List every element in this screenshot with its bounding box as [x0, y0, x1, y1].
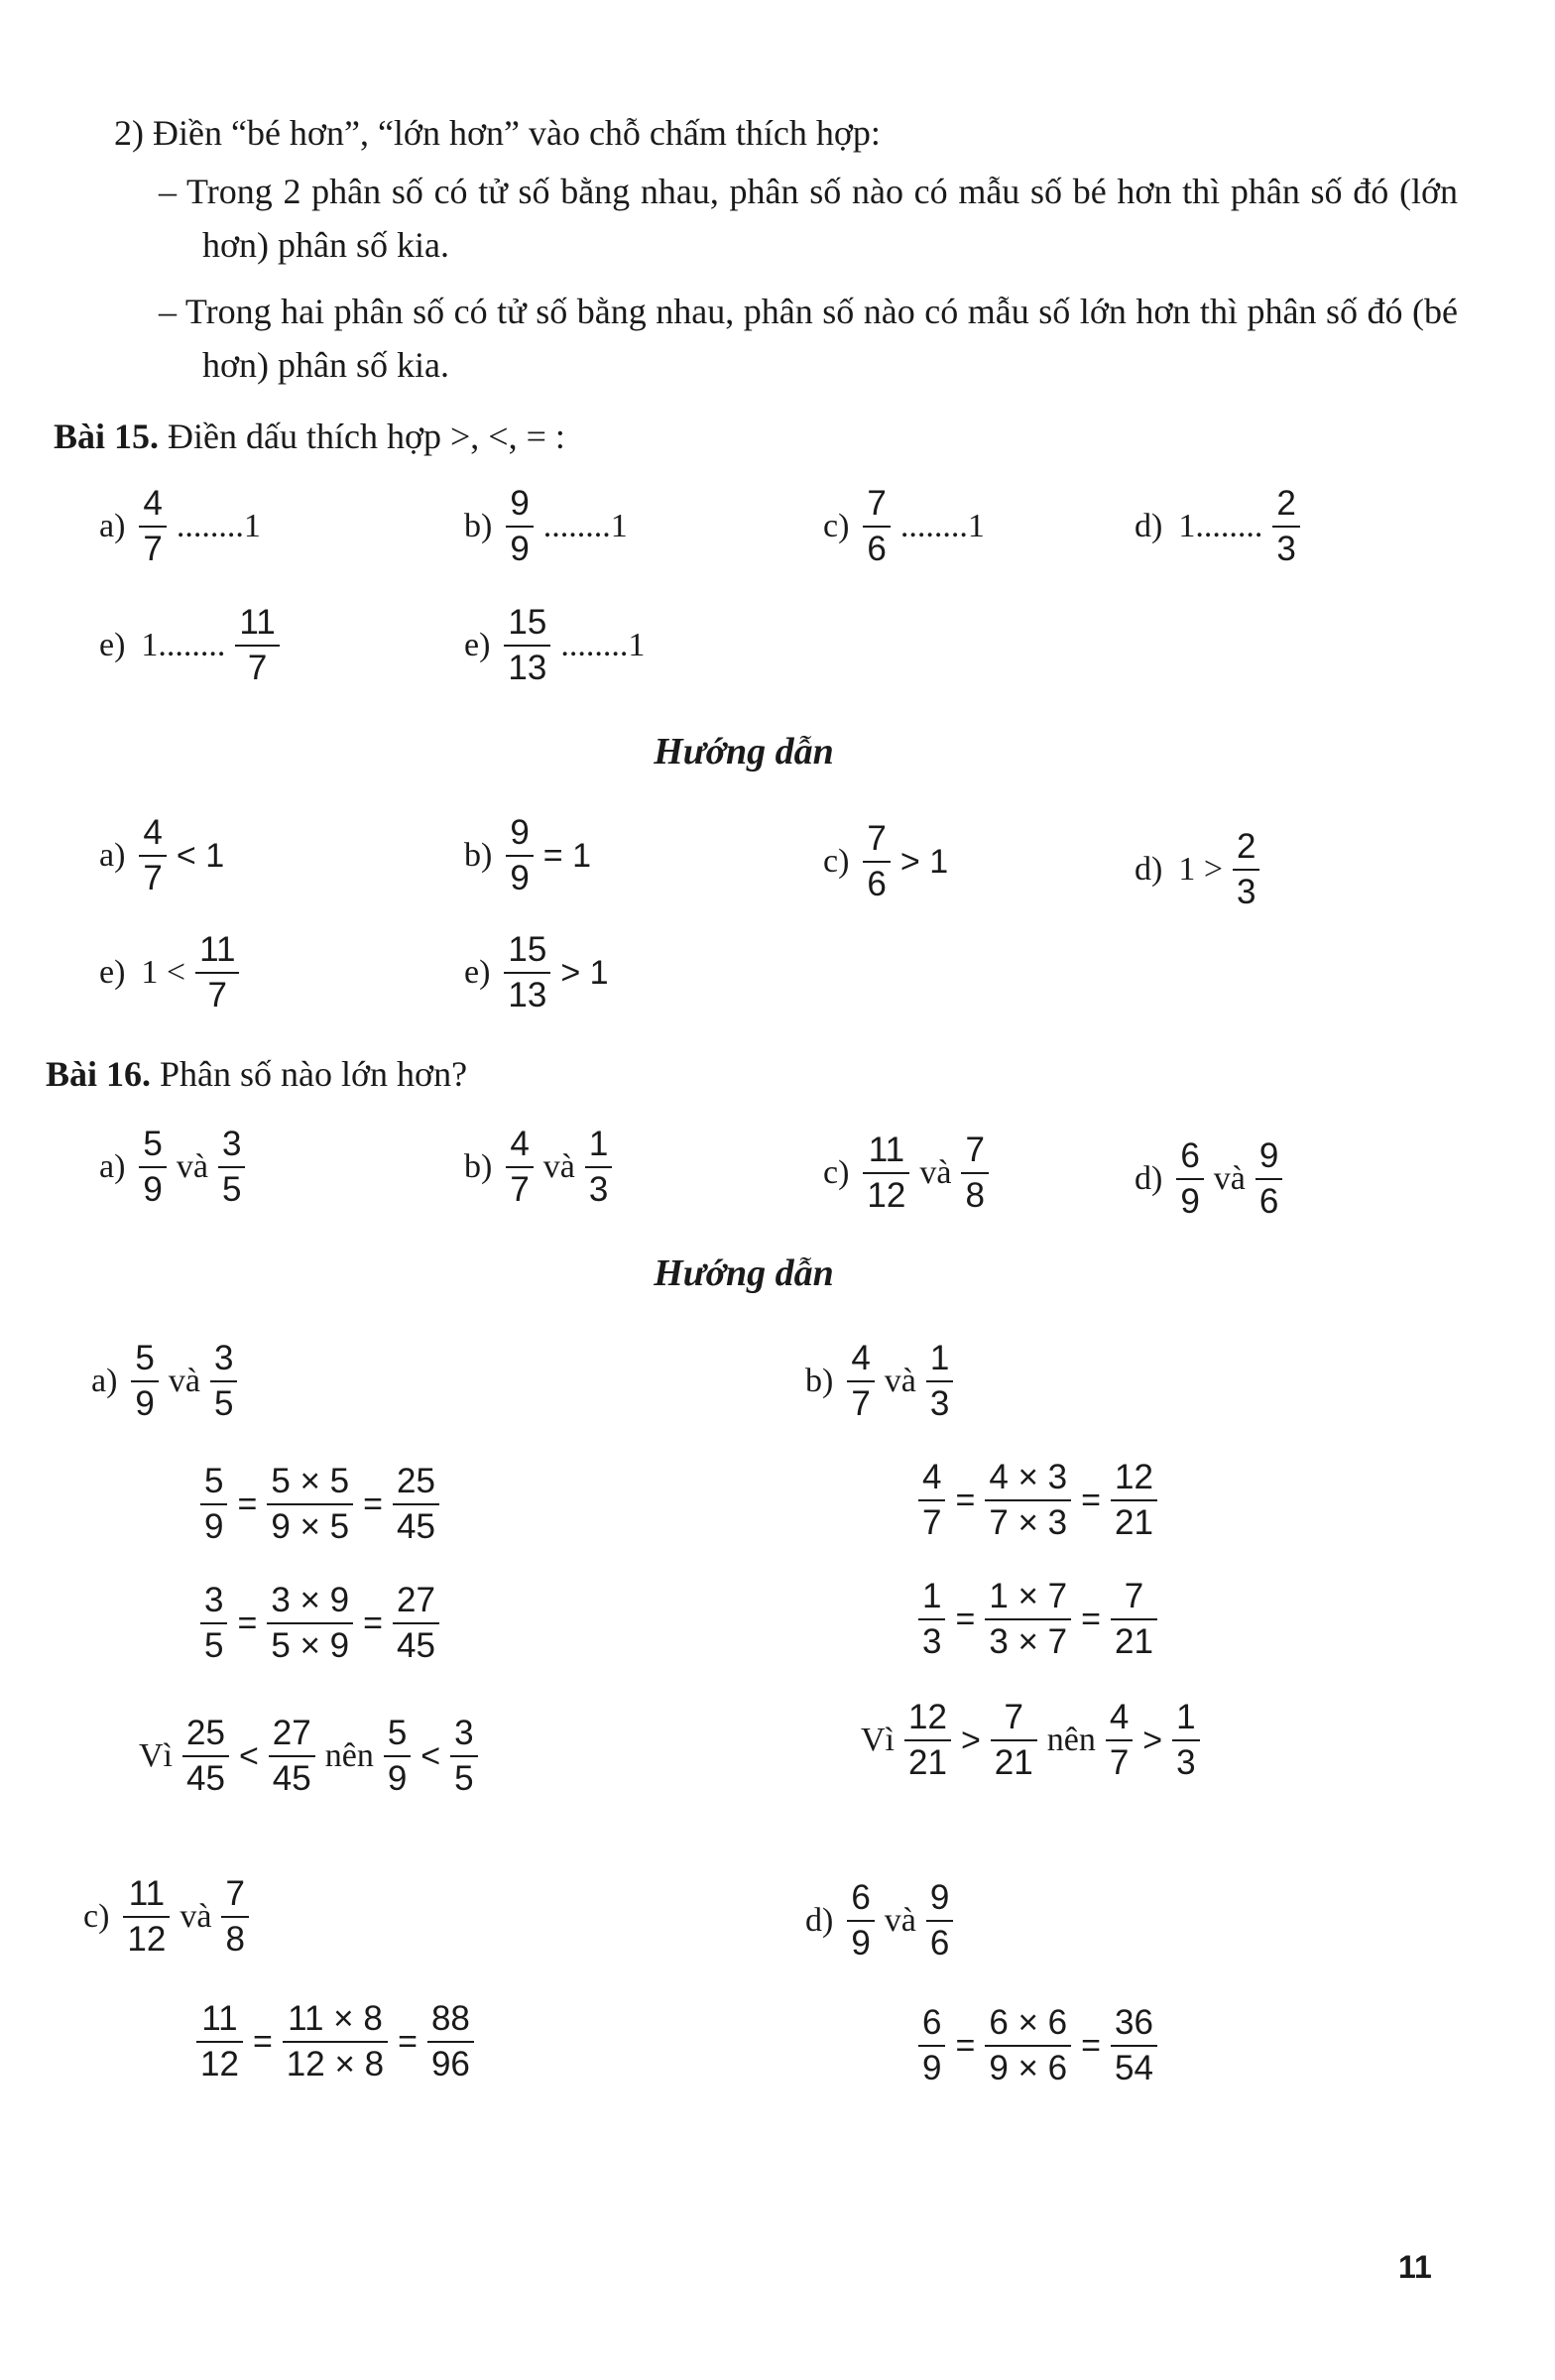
solution-b-line	[855, 1698, 1204, 1783]
denominator: 7 × 3	[985, 1499, 1071, 1543]
bai16-item	[99, 1125, 249, 1210]
bai15-answer	[464, 930, 615, 1015]
solution-d-line	[914, 2003, 1161, 2088]
expression-text: =	[955, 2026, 976, 2065]
expression-text: >	[1142, 1721, 1163, 1759]
expression-text: =	[1081, 1600, 1102, 1638]
denominator: 5	[450, 1755, 477, 1799]
item-label: c)	[823, 843, 850, 880]
numerator: 1	[1176, 1698, 1196, 1736]
expression-text: và	[884, 1363, 916, 1399]
denominator: 7	[139, 855, 166, 898]
fraction	[200, 1462, 227, 1547]
expression-text: nên	[1046, 1722, 1096, 1758]
fraction	[427, 1999, 474, 2084]
expression-text: =	[237, 1604, 258, 1642]
fraction	[506, 484, 533, 569]
expression-text: =	[955, 1600, 976, 1638]
solution-a-line	[133, 1714, 482, 1799]
denominator: 3	[1172, 1739, 1199, 1783]
denominator: 12 × 8	[283, 2041, 388, 2084]
item-label: c)	[83, 1898, 110, 1935]
fraction	[926, 1878, 953, 1964]
numerator: 3	[204, 1581, 224, 1619]
expression-text: 1 >	[1178, 851, 1224, 888]
numerator: 5	[135, 1339, 155, 1377]
item-label: b)	[805, 1363, 834, 1399]
expression-text: =	[363, 1604, 384, 1642]
denominator: 96	[427, 2041, 474, 2084]
numerator: 12	[1115, 1458, 1153, 1496]
numerator: 5	[387, 1714, 408, 1752]
numerator: 5	[204, 1462, 224, 1500]
fraction	[269, 1714, 315, 1799]
bai-16-instruction: Phân số nào lớn hơn?	[151, 1054, 468, 1094]
numerator: 11	[128, 1874, 166, 1913]
denominator: 6	[926, 1920, 953, 1964]
denominator: 21	[904, 1739, 951, 1783]
numerator: 3	[454, 1714, 474, 1752]
expression-text: =	[955, 1481, 976, 1519]
fraction	[985, 1577, 1071, 1662]
numerator: 9	[510, 484, 530, 523]
item-label: e)	[99, 954, 126, 991]
denominator: 7	[195, 972, 239, 1015]
solution-c-line	[192, 1999, 478, 2084]
expression-text: <	[238, 1736, 259, 1775]
expression-text: và	[919, 1154, 952, 1191]
denominator: 7	[139, 526, 166, 569]
numerator: 2	[1276, 484, 1296, 523]
item-label: a)	[99, 1148, 126, 1185]
denominator: 45	[182, 1755, 229, 1799]
expression-text: nên	[324, 1737, 374, 1774]
bai-16-title	[46, 1048, 467, 1100]
denominator: 7	[1106, 1739, 1133, 1783]
guide-title-16: Hướng dẫn	[654, 1252, 834, 1294]
solution-d-line	[805, 1878, 957, 1964]
denominator: 9	[131, 1380, 158, 1424]
solution-a-line	[91, 1339, 241, 1424]
fraction	[985, 1458, 1071, 1543]
expression-text: >	[960, 1721, 981, 1759]
item-label: d)	[1135, 851, 1163, 888]
expression-text: < 1	[176, 836, 225, 875]
solution-b-line	[914, 1577, 1161, 1662]
numerator: 12	[908, 1698, 947, 1736]
item-label: a)	[91, 1363, 118, 1399]
denominator: 9	[847, 1920, 874, 1964]
denominator: 5	[200, 1622, 227, 1666]
bai-15-instruction: Điền dấu thích hợp >, <, = :	[159, 416, 565, 456]
fraction	[918, 1577, 945, 1662]
numerator: 3 × 9	[271, 1581, 350, 1619]
fraction	[863, 1130, 909, 1216]
denominator: 12	[196, 2041, 243, 2084]
numerator: 7	[1124, 1577, 1144, 1615]
denominator: 12	[123, 1916, 170, 1960]
numerator: 25	[397, 1462, 435, 1500]
expression-text: 1 <	[141, 954, 186, 991]
bai15-item	[1135, 484, 1304, 569]
fraction	[267, 1462, 353, 1547]
expression-text: và	[542, 1148, 575, 1185]
numerator: 4	[143, 484, 163, 523]
fraction	[863, 819, 890, 904]
fraction	[210, 1339, 237, 1424]
bai15-answer	[99, 930, 243, 1015]
denominator: 3	[926, 1380, 953, 1424]
numerator: 7	[965, 1130, 985, 1169]
fraction	[1106, 1698, 1133, 1783]
rule-bullet-2: – Trong hai phân số có tử số bằng nhau, phân số nào có mẫu số lớn hơn thì phân số đó (bé hơn) phân số kia.	[159, 292, 1458, 385]
denominator: 7	[847, 1380, 874, 1424]
numerator: 9	[1258, 1136, 1279, 1175]
fraction	[1111, 1577, 1157, 1662]
expression-text: ........1	[899, 508, 985, 544]
fraction	[195, 930, 239, 1015]
bai16-item	[823, 1130, 993, 1216]
numerator: 11 × 8	[288, 1999, 383, 2038]
bai-15-title	[54, 411, 565, 462]
numerator: 11	[199, 930, 236, 969]
denominator: 45	[269, 1755, 315, 1799]
item-label: a)	[99, 837, 126, 874]
denominator: 9 × 6	[985, 2045, 1071, 2088]
numerator: 4	[510, 1125, 530, 1163]
numerator: 9	[510, 813, 530, 852]
expression-text: 1........	[141, 627, 226, 663]
expression-text: ........1	[176, 508, 261, 544]
fraction	[139, 813, 166, 898]
item-label: b)	[464, 837, 493, 874]
numerator: 3	[221, 1125, 242, 1163]
bai15-answer	[464, 813, 597, 898]
exercise-2-heading: 2) Điền “bé hơn”, “lớn hơn” vào chỗ chấm thích hợp:	[114, 113, 881, 153]
expression-text: ........1	[542, 508, 628, 544]
numerator: 5	[143, 1125, 163, 1163]
fraction	[393, 1581, 439, 1666]
denominator: 6	[1256, 1178, 1282, 1222]
numerator: 7	[867, 484, 887, 523]
fraction	[847, 1339, 874, 1424]
bai15-item	[99, 484, 267, 569]
denominator: 13	[504, 645, 550, 688]
expression-text: > 1	[899, 842, 949, 881]
denominator: 9	[506, 526, 533, 569]
bai16-item	[464, 1125, 616, 1210]
fraction	[918, 1458, 945, 1543]
item-label: e)	[464, 954, 491, 991]
fraction	[196, 1999, 243, 2084]
fraction	[991, 1698, 1037, 1783]
bai15-item	[823, 484, 991, 569]
numerator: 11	[868, 1130, 905, 1169]
denominator: 6	[863, 526, 890, 569]
fraction	[393, 1462, 439, 1547]
numerator: 6 × 6	[989, 2003, 1068, 2042]
numerator: 7	[225, 1874, 245, 1913]
bai15-answer	[99, 813, 230, 898]
fraction	[1256, 1136, 1282, 1222]
denominator: 9	[918, 2045, 945, 2088]
denominator: 9 × 5	[267, 1503, 353, 1547]
numerator: 9	[929, 1878, 950, 1917]
fraction	[926, 1339, 953, 1424]
denominator: 5	[210, 1380, 237, 1424]
fraction	[1272, 484, 1299, 569]
fraction	[1111, 2003, 1157, 2088]
expression-text: và	[884, 1902, 916, 1939]
numerator: 25	[186, 1714, 225, 1752]
numerator: 4	[851, 1339, 871, 1377]
rule-bullet-1: – Trong 2 phân số có tử số bằng nhau, phân số nào có mẫu số bé hơn thì phân số đó (lớn hơn) phân số kia.	[159, 172, 1458, 265]
bai15-item	[464, 603, 651, 688]
fraction	[847, 1878, 874, 1964]
fraction	[504, 603, 550, 688]
denominator: 9	[200, 1503, 227, 1547]
fraction	[904, 1698, 951, 1783]
numerator: 5 × 5	[271, 1462, 350, 1500]
numerator: 6	[1180, 1136, 1200, 1175]
fraction	[283, 1999, 388, 2084]
fraction	[131, 1339, 158, 1424]
expression-text: =	[363, 1485, 384, 1523]
fraction	[139, 1125, 166, 1210]
fraction	[985, 2003, 1071, 2088]
denominator: 7	[235, 645, 279, 688]
denominator: 13	[504, 972, 550, 1015]
item-label: c)	[823, 1154, 850, 1191]
fraction	[450, 1714, 477, 1799]
solution-b-line	[914, 1458, 1161, 1543]
fraction	[139, 484, 166, 569]
expression-text: và	[176, 1148, 208, 1185]
solution-b-line	[805, 1339, 957, 1424]
fraction	[182, 1714, 229, 1799]
denominator: 9	[384, 1755, 411, 1799]
fraction	[200, 1581, 227, 1666]
denominator: 7	[918, 1499, 945, 1543]
numerator: 4	[1109, 1698, 1130, 1736]
denominator: 5 × 9	[267, 1622, 353, 1666]
denominator: 21	[1111, 1499, 1157, 1543]
expression-text: ........1	[560, 627, 646, 663]
bai15-answer	[1135, 827, 1263, 912]
item-label: a)	[99, 508, 126, 544]
fraction	[218, 1125, 245, 1210]
denominator: 3	[585, 1166, 612, 1210]
fraction	[961, 1130, 988, 1216]
denominator: 7	[506, 1166, 533, 1210]
expression-text: =	[1081, 1481, 1102, 1519]
denominator: 9	[1176, 1178, 1203, 1222]
item-label: e)	[99, 627, 126, 663]
denominator: 8	[221, 1916, 248, 1960]
fraction	[123, 1874, 170, 1960]
fraction	[1172, 1698, 1199, 1783]
item-label: d)	[805, 1902, 834, 1939]
fraction	[1176, 1136, 1203, 1222]
numerator: 1	[922, 1577, 942, 1615]
bai-16-label: Bài 16.	[46, 1054, 152, 1094]
solution-c-line	[83, 1874, 253, 1960]
fraction	[267, 1581, 353, 1666]
numerator: 15	[508, 603, 547, 642]
item-label: d)	[1135, 508, 1163, 544]
bai16-item	[1135, 1136, 1286, 1222]
fraction	[504, 930, 550, 1015]
guide-title-15: Hướng dẫn	[654, 731, 834, 773]
bai15-item	[464, 484, 634, 569]
expression-text: =	[398, 2022, 418, 2061]
numerator: 1	[588, 1125, 609, 1163]
expression-text: <	[420, 1736, 441, 1775]
fraction	[221, 1874, 248, 1960]
fraction	[235, 603, 279, 688]
bai-15-label: Bài 15.	[54, 416, 160, 456]
denominator: 21	[1111, 1618, 1157, 1662]
numerator: 4	[922, 1458, 942, 1496]
bai15-answer	[823, 819, 954, 904]
denominator: 21	[991, 1739, 1037, 1783]
solution-a-line	[196, 1462, 443, 1547]
expression-text: > 1	[560, 953, 609, 992]
denominator: 3	[1272, 526, 1299, 569]
bai15-item	[99, 603, 284, 688]
page-number: 11	[1398, 2249, 1432, 2285]
numerator: 6	[922, 2003, 942, 2042]
expression-text: và	[179, 1898, 212, 1935]
expression-text: Vì	[139, 1737, 173, 1774]
numerator: 36	[1115, 2003, 1153, 2042]
denominator: 3 × 7	[985, 1618, 1071, 1662]
expression-text: = 1	[542, 836, 592, 875]
item-label: d)	[1135, 1160, 1163, 1197]
numerator: 15	[508, 930, 547, 969]
denominator: 8	[961, 1172, 988, 1216]
denominator: 6	[863, 861, 890, 904]
numerator: 3	[213, 1339, 234, 1377]
expression-text: Vì	[861, 1722, 895, 1758]
expression-text: và	[1213, 1160, 1246, 1197]
denominator: 9	[506, 855, 533, 898]
numerator: 7	[867, 819, 887, 858]
denominator: 12	[863, 1172, 909, 1216]
item-label: e)	[464, 627, 491, 663]
expression-text: 1........	[1178, 508, 1263, 544]
denominator: 5	[218, 1166, 245, 1210]
numerator: 11	[239, 603, 276, 642]
fraction	[506, 813, 533, 898]
denominator: 45	[393, 1503, 439, 1547]
numerator: 88	[430, 1999, 470, 2038]
numerator: 27	[397, 1581, 435, 1619]
numerator: 7	[1004, 1698, 1023, 1736]
numerator: 4 × 3	[989, 1458, 1068, 1496]
fraction	[1233, 827, 1259, 912]
denominator: 54	[1111, 2045, 1157, 2088]
numerator: 2	[1237, 827, 1256, 866]
item-label: b)	[464, 508, 493, 544]
fraction	[918, 2003, 945, 2088]
expression-text: =	[237, 1485, 258, 1523]
fraction	[585, 1125, 612, 1210]
fraction	[1111, 1458, 1157, 1543]
fraction	[863, 484, 890, 569]
denominator: 3	[918, 1618, 945, 1662]
item-label: c)	[823, 508, 850, 544]
denominator: 3	[1233, 869, 1259, 912]
expression-text: và	[168, 1363, 200, 1399]
numerator: 27	[272, 1714, 311, 1752]
fraction	[384, 1714, 411, 1799]
numerator: 11	[201, 1999, 238, 2038]
numerator: 1	[929, 1339, 950, 1377]
expression-text: =	[252, 2022, 273, 2061]
numerator: 6	[851, 1878, 871, 1917]
numerator: 1 × 7	[989, 1577, 1068, 1615]
expression-text: =	[1081, 2026, 1102, 2065]
fraction	[506, 1125, 533, 1210]
item-label: b)	[464, 1148, 493, 1185]
numerator: 4	[143, 813, 163, 852]
solution-a-line	[196, 1581, 443, 1666]
denominator: 45	[393, 1622, 439, 1666]
denominator: 9	[139, 1166, 166, 1210]
